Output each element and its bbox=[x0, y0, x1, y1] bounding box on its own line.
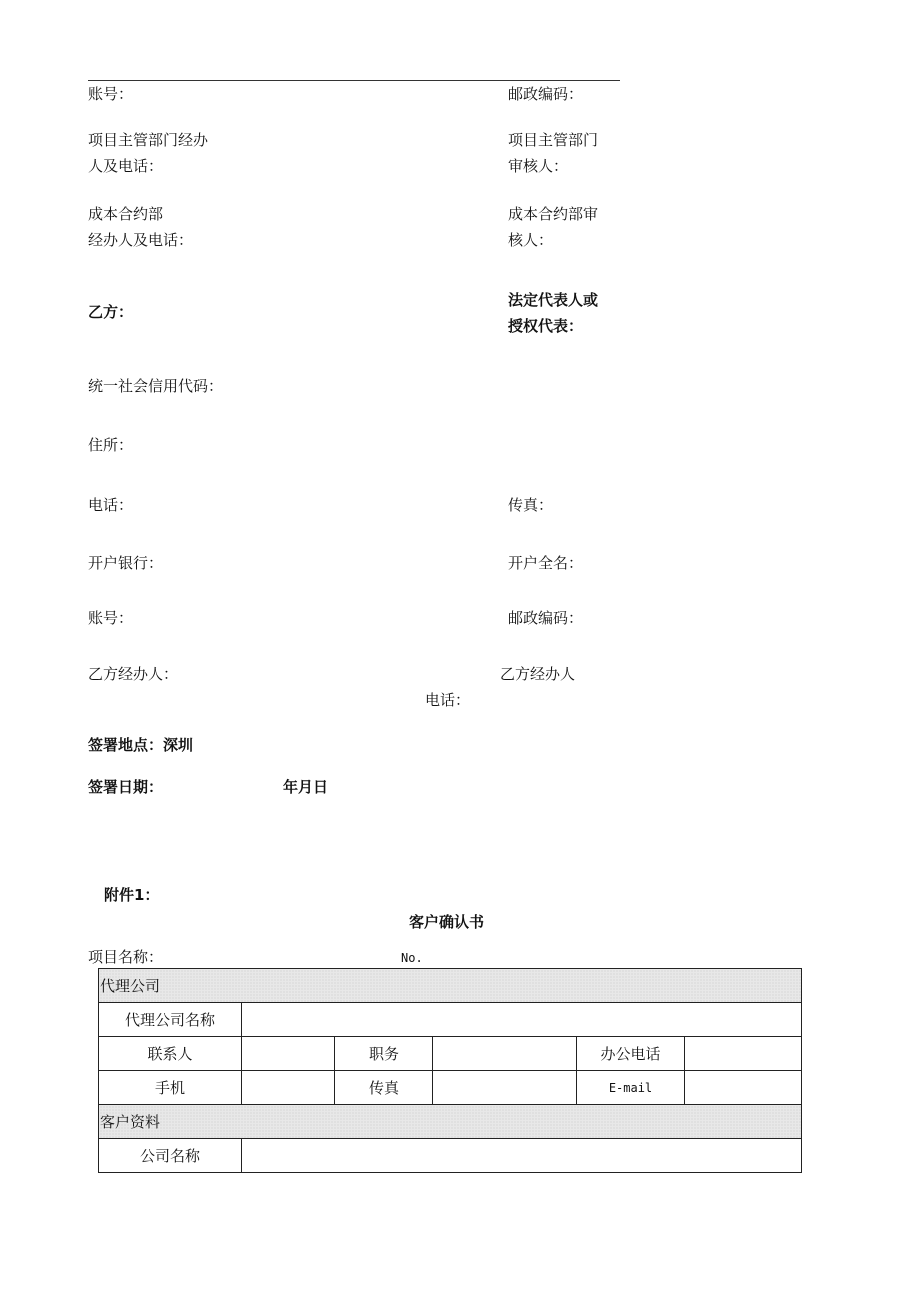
dept-reviewer-label-1: 项目主管部门 bbox=[508, 131, 599, 149]
company-name-field[interactable] bbox=[242, 1139, 802, 1173]
position-field[interactable] bbox=[433, 1037, 577, 1071]
partyB-handler-phone-label-2: 电话： bbox=[425, 691, 471, 709]
account-name-label: 开户全名： bbox=[508, 554, 584, 572]
agency-name-label: 代理公司名称 bbox=[99, 1003, 242, 1037]
cost-reviewer-label-1: 成本合约部审 bbox=[508, 205, 599, 223]
partyB-postcode-label: 邮政编码： bbox=[508, 609, 584, 627]
customer-section-header: 客户资料 bbox=[99, 1105, 802, 1139]
agency-section-header: 代理公司 bbox=[99, 969, 802, 1003]
contact-field[interactable] bbox=[242, 1037, 335, 1071]
cost-handler-label-1: 成本合约部 bbox=[88, 205, 164, 223]
credit-code-label: 统一社会信用代码： bbox=[88, 377, 224, 395]
partyB-handler-label: 乙方经办人： bbox=[88, 665, 179, 683]
partyB-account-label: 账号： bbox=[88, 609, 134, 627]
customer-confirmation-form bbox=[98, 968, 802, 1173]
dept-handler-label-2: 人及电话： bbox=[88, 157, 164, 175]
company-name-label: 公司名称 bbox=[99, 1139, 242, 1173]
signing-place: 签署地点：深圳 bbox=[88, 736, 194, 754]
fax-field[interactable] bbox=[433, 1071, 577, 1105]
legal-rep-label-2: 授权代表： bbox=[508, 317, 584, 335]
attachment-label: 附件1： bbox=[104, 886, 160, 904]
address-label: 住所： bbox=[88, 436, 134, 454]
fax-label: 传真： bbox=[508, 496, 554, 514]
mobile-field[interactable] bbox=[242, 1071, 335, 1105]
agency-name-field[interactable] bbox=[242, 1003, 802, 1037]
project-name-label: 项目名称： bbox=[88, 948, 164, 966]
legal-rep-label-1: 法定代表人或 bbox=[508, 291, 599, 309]
signing-date-label: 签署日期： bbox=[88, 778, 164, 796]
attachment-title: 客户确认书 bbox=[409, 913, 485, 931]
cost-handler-label-2: 经办人及电话： bbox=[88, 231, 194, 249]
cost-reviewer-label-2: 核人： bbox=[508, 231, 554, 249]
dept-handler-label-1: 项目主管部门经办 bbox=[88, 131, 209, 149]
partyA-postcode-label: 邮政编码： bbox=[508, 85, 584, 103]
email-field[interactable] bbox=[685, 1071, 802, 1105]
partyA-account-label: 账号： bbox=[88, 85, 134, 103]
office-phone-label: 办公电话 bbox=[577, 1037, 685, 1071]
office-phone-field[interactable] bbox=[685, 1037, 802, 1071]
serial-number-label: No. bbox=[401, 951, 423, 965]
signing-date-value: 年月日 bbox=[283, 778, 329, 796]
email-label: E-mail bbox=[577, 1071, 685, 1105]
fax-table-label: 传真 bbox=[335, 1071, 433, 1105]
top-divider bbox=[88, 80, 620, 81]
partyB-handler-phone-label-1: 乙方经办人 bbox=[500, 665, 576, 683]
mobile-label: 手机 bbox=[99, 1071, 242, 1105]
phone-label: 电话： bbox=[88, 496, 134, 514]
bank-label: 开户银行： bbox=[88, 554, 164, 572]
dept-reviewer-label-2: 审核人： bbox=[508, 157, 569, 175]
position-label: 职务 bbox=[335, 1037, 433, 1071]
contact-label: 联系人 bbox=[99, 1037, 242, 1071]
partyB-title: 乙方： bbox=[88, 303, 134, 321]
